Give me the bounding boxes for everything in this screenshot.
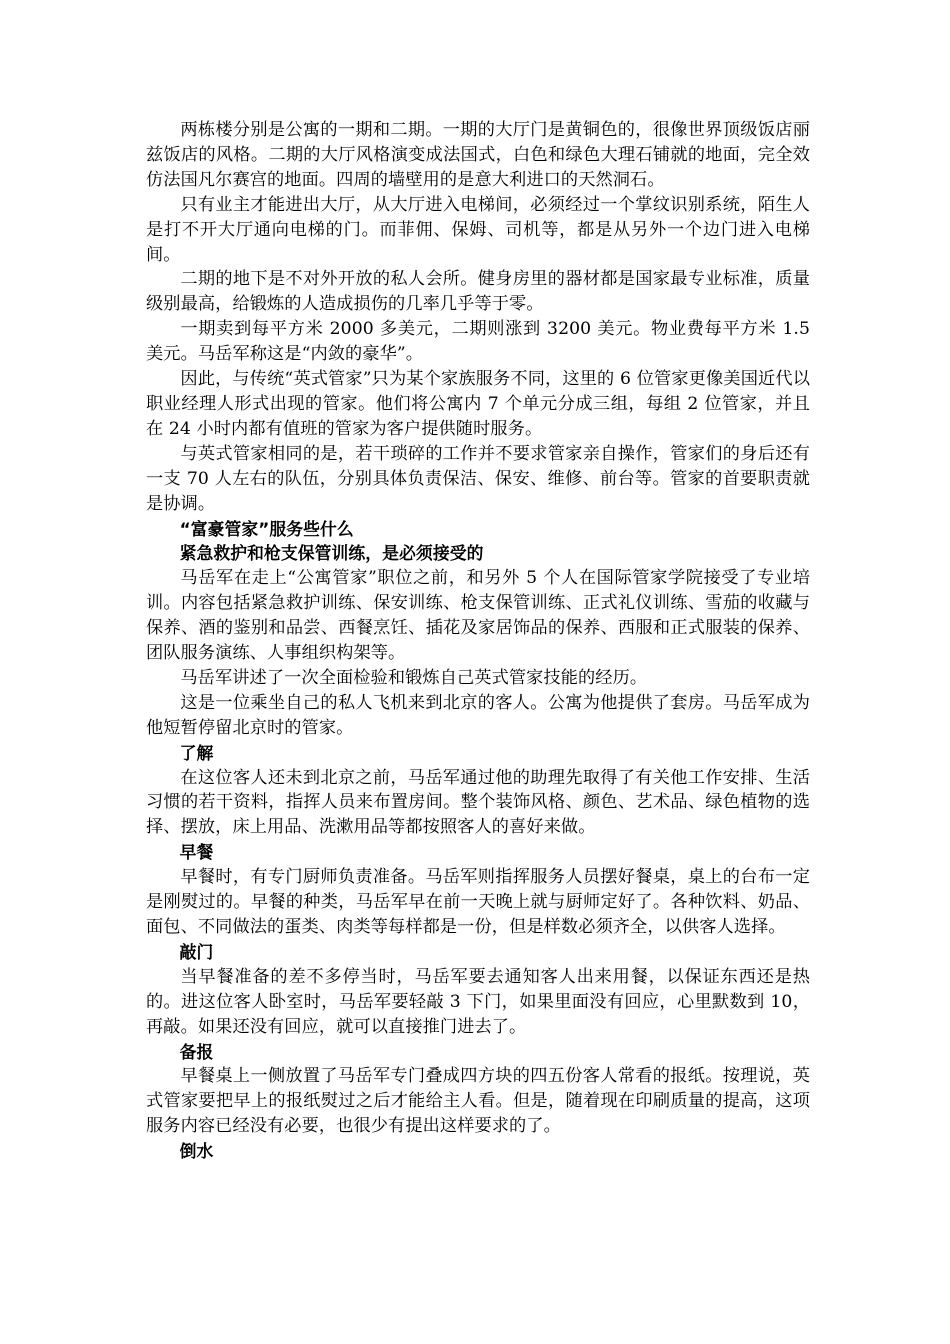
paragraph-newspaper: 早餐桌上一侧放置了马岳军专门叠成四方块的四五份客人常看的报纸。按理说，英式管家要把早上的报纸熨过之后才能给主人看。但是，随着现在印刷质量的提高，这项服务内容已经没有必要，也很少有提出这样要求的了。 [146, 1066, 810, 1137]
subheading-training: 紧急救护和枪支保管训练，是必须接受的 [179, 543, 484, 564]
subheading-pour-water: 倒水 [179, 1141, 214, 1162]
paragraph-private-club: 二期的地下是不对外开放的私人会所。健身房里的器材都是国家最专业标准，质量级别最高，给锻炼的人造成损伤的几率几乎等于零。 [146, 269, 810, 315]
paragraph-guest-intro: 这是一位乘坐自己的私人飞机来到北京的客人。公寓为他提供了套房。马岳军成为他短暂停留北京时的管家。 [146, 692, 810, 738]
section-heading-services: “富豪管家”服务些什么 [179, 518, 354, 539]
subheading-newspaper: 备报 [179, 1041, 214, 1062]
paragraph-palm-recognition: 只有业主才能进出大厅，从大厅进入电梯间，必须经过一个掌纹识别系统，陌生人是打不开大厅通向电梯的门。而菲佣、保姆、司机等，都是从另外一个边门进入电梯间。 [146, 194, 810, 265]
paragraph-understand: 在这位客人还未到北京之前，马岳军通过他的助理先取得了有关他工作安排、生活习惯的若干资料，指挥人员来布置房间。整个装饰风格、颜色、艺术品、绿色植物的选择、摆放，床上用品、洗漱用品等都按照客人的喜好来做。 [146, 767, 810, 838]
paragraph-knock: 当早餐准备的差不多停当时，马岳军要去通知客人出来用餐，以保证东西还是热的。进这位客人卧室时，马岳军要轻敲 3 下门，如果里面没有回应，心里默数到 10，再敲。如果还没有回应，就可以直接推门进去了。 [146, 966, 810, 1037]
subheading-understand: 了解 [179, 742, 214, 763]
subheading-knock: 敲门 [179, 941, 214, 962]
paragraph-breakfast: 早餐时，有专门厨师负责准备。马岳军则指挥服务人员摆好餐桌，桌上的台布一定是刚熨过的。早餐的种类，马岳军早在前一天晚上就与厨师定好了。各种饮料、奶品、面包、不同做法的蛋类、肉类等每样都是一份，但是样数必须齐全，以供客人选择。 [146, 867, 810, 937]
paragraph-training: 马岳军在走上“公寓管家”职位之前，和另外 5 个人在国际管家学院接受了专业培训。内容包括紧急救护训练、保安训练、枪支保管训练、正式礼仪训练、雪茄的收藏与保养、酒的鉴别和品尝、西餐烹饪、插花及家居饰品的保养、西服和正式服装的保养、团队服务演练、人事组织构架等。 [146, 568, 810, 664]
paragraph-support-team: 与英式管家相同的是，若干琐碎的工作并不要求管家亲自操作，管家们的身后还有一支 70 人左右的队伍，分别具体负责保洁、保安、维修、前台等。管家的首要职责就是协调。 [146, 443, 810, 514]
paragraph-pricing: 一期卖到每平方米 2000 多美元，二期则涨到 3200 美元。物业费每平方米 1.5 美元。马岳军称这是“内敛的豪华”。 [146, 319, 810, 365]
subheading-breakfast: 早餐 [179, 842, 214, 863]
paragraph-butler-model: 因此，与传统“英式管家”只为某个家族服务不同，这里的 6 位管家更像美国近代以职业经理人形式出现的管家。他们将公寓内 7 个单元分成三组，每组 2 位管家，并且在 24 小时内都有值班的管家为客户提供随时服务。 [146, 369, 810, 439]
article-body [146, 118, 810, 1164]
paragraph-lobby-style: 两栋楼分别是公寓的一期和二期。一期的大厅门是黄铜色的，很像世界顶级饭店丽兹饭店的风格。二期的大厅风格演变成法国式，白色和绿色大理石铺就的地面，完全效仿法国凡尔赛宫的地面。四周的墙壁用的是意大利进口的天然洞石。 [146, 120, 810, 190]
paragraph-experience-intro: 马岳军讲述了一次全面检验和锻炼自己英式管家技能的经历。 [180, 667, 648, 688]
